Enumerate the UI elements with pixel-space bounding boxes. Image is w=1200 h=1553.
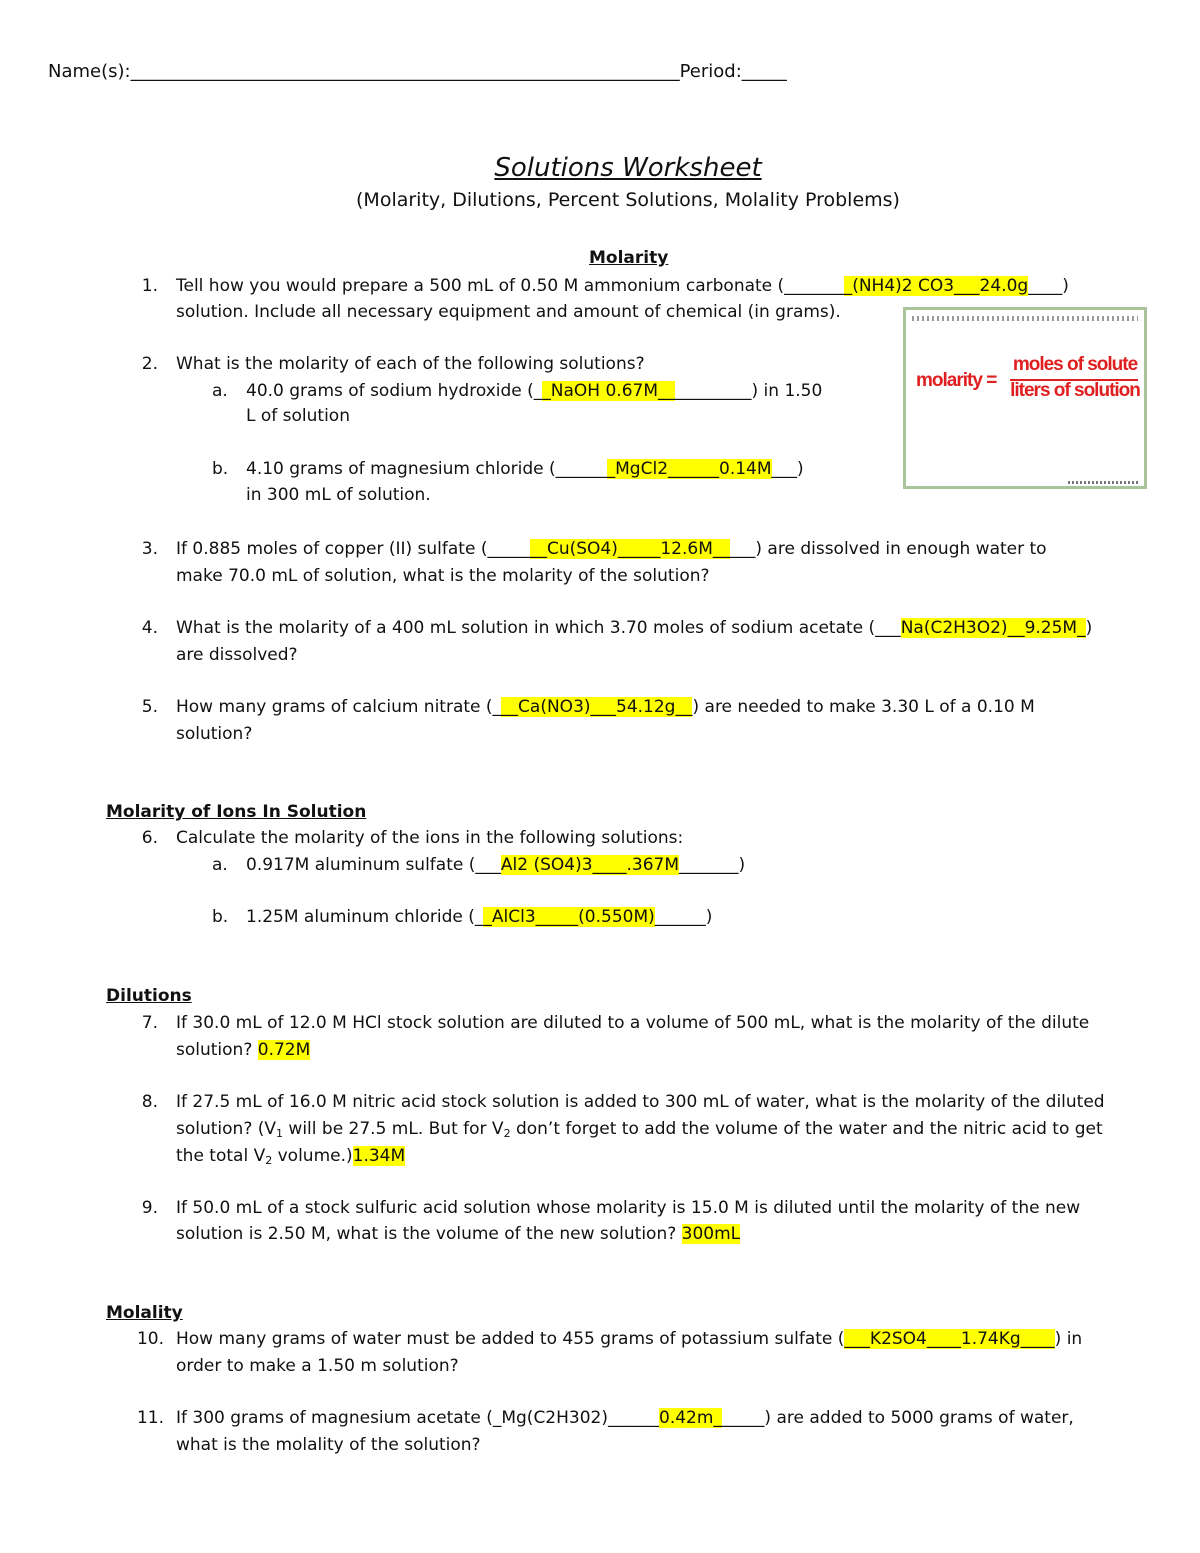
question-number: 4. xyxy=(141,618,158,638)
sub-letter: b. xyxy=(212,459,229,479)
question-text: If 30.0 mL of 12.0 M HCl stock solution are diluted to a volume of 500 mL, what is the molarity of the dilute xyxy=(176,1013,1090,1033)
question-text-line2 xyxy=(176,1222,740,1246)
question-text xyxy=(176,537,1047,561)
question-number: 2. xyxy=(141,354,158,374)
subscript: 1 xyxy=(276,1127,284,1140)
question-text-post: _____) are added to 5000 grams of water, xyxy=(721,1408,1074,1428)
sub-question-a xyxy=(246,853,745,877)
section-heading-ions: Molarity of Ions In Solution xyxy=(106,802,367,822)
page-title: Solutions Worksheet xyxy=(494,153,762,183)
question-text-post: ____) xyxy=(1028,276,1069,296)
section-heading-molality: Molality xyxy=(106,1303,183,1323)
text-segment: volume.) xyxy=(272,1146,353,1166)
sub-question-b xyxy=(246,457,804,481)
formula-numerator: moles of solute xyxy=(1012,354,1138,375)
answer-highlight: _AlCl3_____(0.550M) xyxy=(483,907,655,927)
text-segment: don’t forget to add the volume of the water and the nitric acid to get xyxy=(510,1119,1103,1139)
sub-question-a xyxy=(246,379,822,403)
question-text-pre: solution? xyxy=(176,1040,258,1060)
question-number: 5. xyxy=(141,697,158,717)
text-segment: solution? (V xyxy=(176,1119,277,1139)
molarity-formula xyxy=(916,354,1138,414)
molarity-formula-image xyxy=(903,307,1147,489)
sub-question-a-line2: L of solution xyxy=(246,406,350,426)
answer-highlight: __Ca(NO3)___54.12g__ xyxy=(501,697,693,717)
answer-highlight: ___K2SO4____1.74Kg____ xyxy=(844,1329,1055,1349)
question-text-post: ___) xyxy=(771,459,804,479)
question-text-pre: What is the molarity of a 400 mL solution in which 3.70 moles of sodium acetate (___ xyxy=(176,618,901,638)
question-text: What is the molarity of each of the following solutions? xyxy=(176,354,645,374)
answer-highlight: 1.34M xyxy=(352,1146,406,1166)
sub-question-b xyxy=(246,905,712,929)
question-number: 8. xyxy=(141,1092,158,1112)
sub-letter: a. xyxy=(212,855,228,875)
question-text-pre: 1.25M aluminum chloride (_ xyxy=(246,907,484,927)
question-text: If 27.5 mL of 16.0 M nitric acid stock solution is added to 300 mL of water, what is the molarity of the diluted xyxy=(176,1092,1105,1112)
question-text-post: ) in xyxy=(1054,1329,1083,1349)
answer-highlight: __Cu(SO4)_____12.6M__ xyxy=(529,539,730,559)
answer-highlight: 300mL xyxy=(681,1224,741,1244)
answer-highlight: _MgCl2______0.14M xyxy=(606,459,772,479)
question-text-pre: How many grams of calcium nitrate (_ xyxy=(176,697,502,717)
question-text-pre: How many grams of water must be added to 455 grams of potassium sulfate ( xyxy=(176,1329,845,1349)
question-number: 10. xyxy=(136,1329,164,1349)
section-heading-molarity: Molarity xyxy=(589,248,669,268)
question-text-pre: 0.917M aluminum sulfate (___ xyxy=(246,855,501,875)
question-text-post: ) xyxy=(1085,618,1093,638)
question-number: 11. xyxy=(136,1408,164,1428)
answer-highlight: _NaOH 0.67M__ xyxy=(542,381,675,401)
question-text-line2: solution? xyxy=(176,724,253,744)
answer-highlight: 0.72M xyxy=(257,1040,311,1060)
question-text-line2 xyxy=(176,1117,1103,1141)
question-text-pre: 40.0 grams of sodium hydroxide (_ xyxy=(246,381,543,401)
question-number: 7. xyxy=(141,1013,158,1033)
formula-lhs: molarity = xyxy=(916,370,997,391)
subscript: 2 xyxy=(265,1154,273,1167)
sub-letter: a. xyxy=(212,381,228,401)
question-text-line3 xyxy=(176,1144,405,1168)
answer-highlight: Na(C2H3O2)__9.25M_ xyxy=(900,618,1086,638)
subscript: 2 xyxy=(503,1127,511,1140)
decorative-stripe xyxy=(912,316,1138,321)
question-text-line2 xyxy=(176,1038,310,1062)
section-heading-dilutions: Dilutions xyxy=(106,986,192,1006)
question-text-post: ___) are dissolved in enough water to xyxy=(729,539,1047,559)
sub-question-b-line2: in 300 mL of solution. xyxy=(246,485,431,505)
page-subtitle: (Molarity, Dilutions, Percent Solutions, Molality Problems) xyxy=(356,189,900,211)
names-period-line: Name(s):_____________________________________________________________Period:_____ xyxy=(48,61,787,82)
text-segment: the total V xyxy=(176,1146,266,1166)
question-number: 3. xyxy=(141,539,158,559)
question-number: 9. xyxy=(141,1198,158,1218)
question-text-pre: 4.10 grams of magnesium chloride (______ xyxy=(246,459,607,479)
question-text xyxy=(176,695,1035,719)
text-segment: will be 27.5 mL. But for V xyxy=(283,1119,504,1139)
formula-denominator: liters of solution xyxy=(1010,380,1140,401)
question-text: Calculate the molarity of the ions in the following solutions: xyxy=(176,828,684,848)
question-text-post: _________) in 1.50 xyxy=(675,381,823,401)
sub-letter: b. xyxy=(212,907,229,927)
question-text-line2: solution. Include all necessary equipment and amount of chemical (in grams). xyxy=(176,302,841,322)
question-text: If 50.0 mL of a stock sulfuric acid solution whose molarity is 15.0 M is diluted until the molarity of the new xyxy=(176,1198,1081,1218)
question-text-pre: If 300 grams of magnesium acetate (_Mg(C2H302)______ xyxy=(176,1408,659,1428)
question-text-pre: solution is 2.50 M, what is the volume of the new solution? xyxy=(176,1224,682,1244)
question-text-line2: order to make a 1.50 m solution? xyxy=(176,1356,459,1376)
question-text xyxy=(176,1327,1082,1351)
question-text-pre: If 0.885 moles of copper (II) sulfate (_____ xyxy=(176,539,530,559)
question-text-pre: Tell how you would prepare a 500 mL of 0.50 M ammonium carbonate (_______ xyxy=(176,276,844,296)
question-text-post: _______) xyxy=(679,855,746,875)
question-text xyxy=(176,1406,1074,1430)
question-text xyxy=(176,274,1069,298)
image-credit-mark xyxy=(1068,481,1138,484)
answer-highlight: _(NH4)2 CO3___24.0g xyxy=(843,276,1029,296)
question-number: 6. xyxy=(141,828,158,848)
answer-highlight: 0.42m_ xyxy=(659,1408,722,1428)
question-text-line2: make 70.0 mL of solution, what is the molarity of the solution? xyxy=(176,566,710,586)
question-text xyxy=(176,616,1092,640)
answer-highlight: Al2 (SO4)3____.367M xyxy=(500,855,680,875)
question-text-line2: are dissolved? xyxy=(176,645,298,665)
question-number: 1. xyxy=(141,276,158,296)
question-text-post: ______) xyxy=(654,907,713,927)
question-text-post: ) are needed to make 3.30 L of a 0.10 M xyxy=(692,697,1035,717)
question-text-line2: what is the molality of the solution? xyxy=(176,1435,481,1455)
